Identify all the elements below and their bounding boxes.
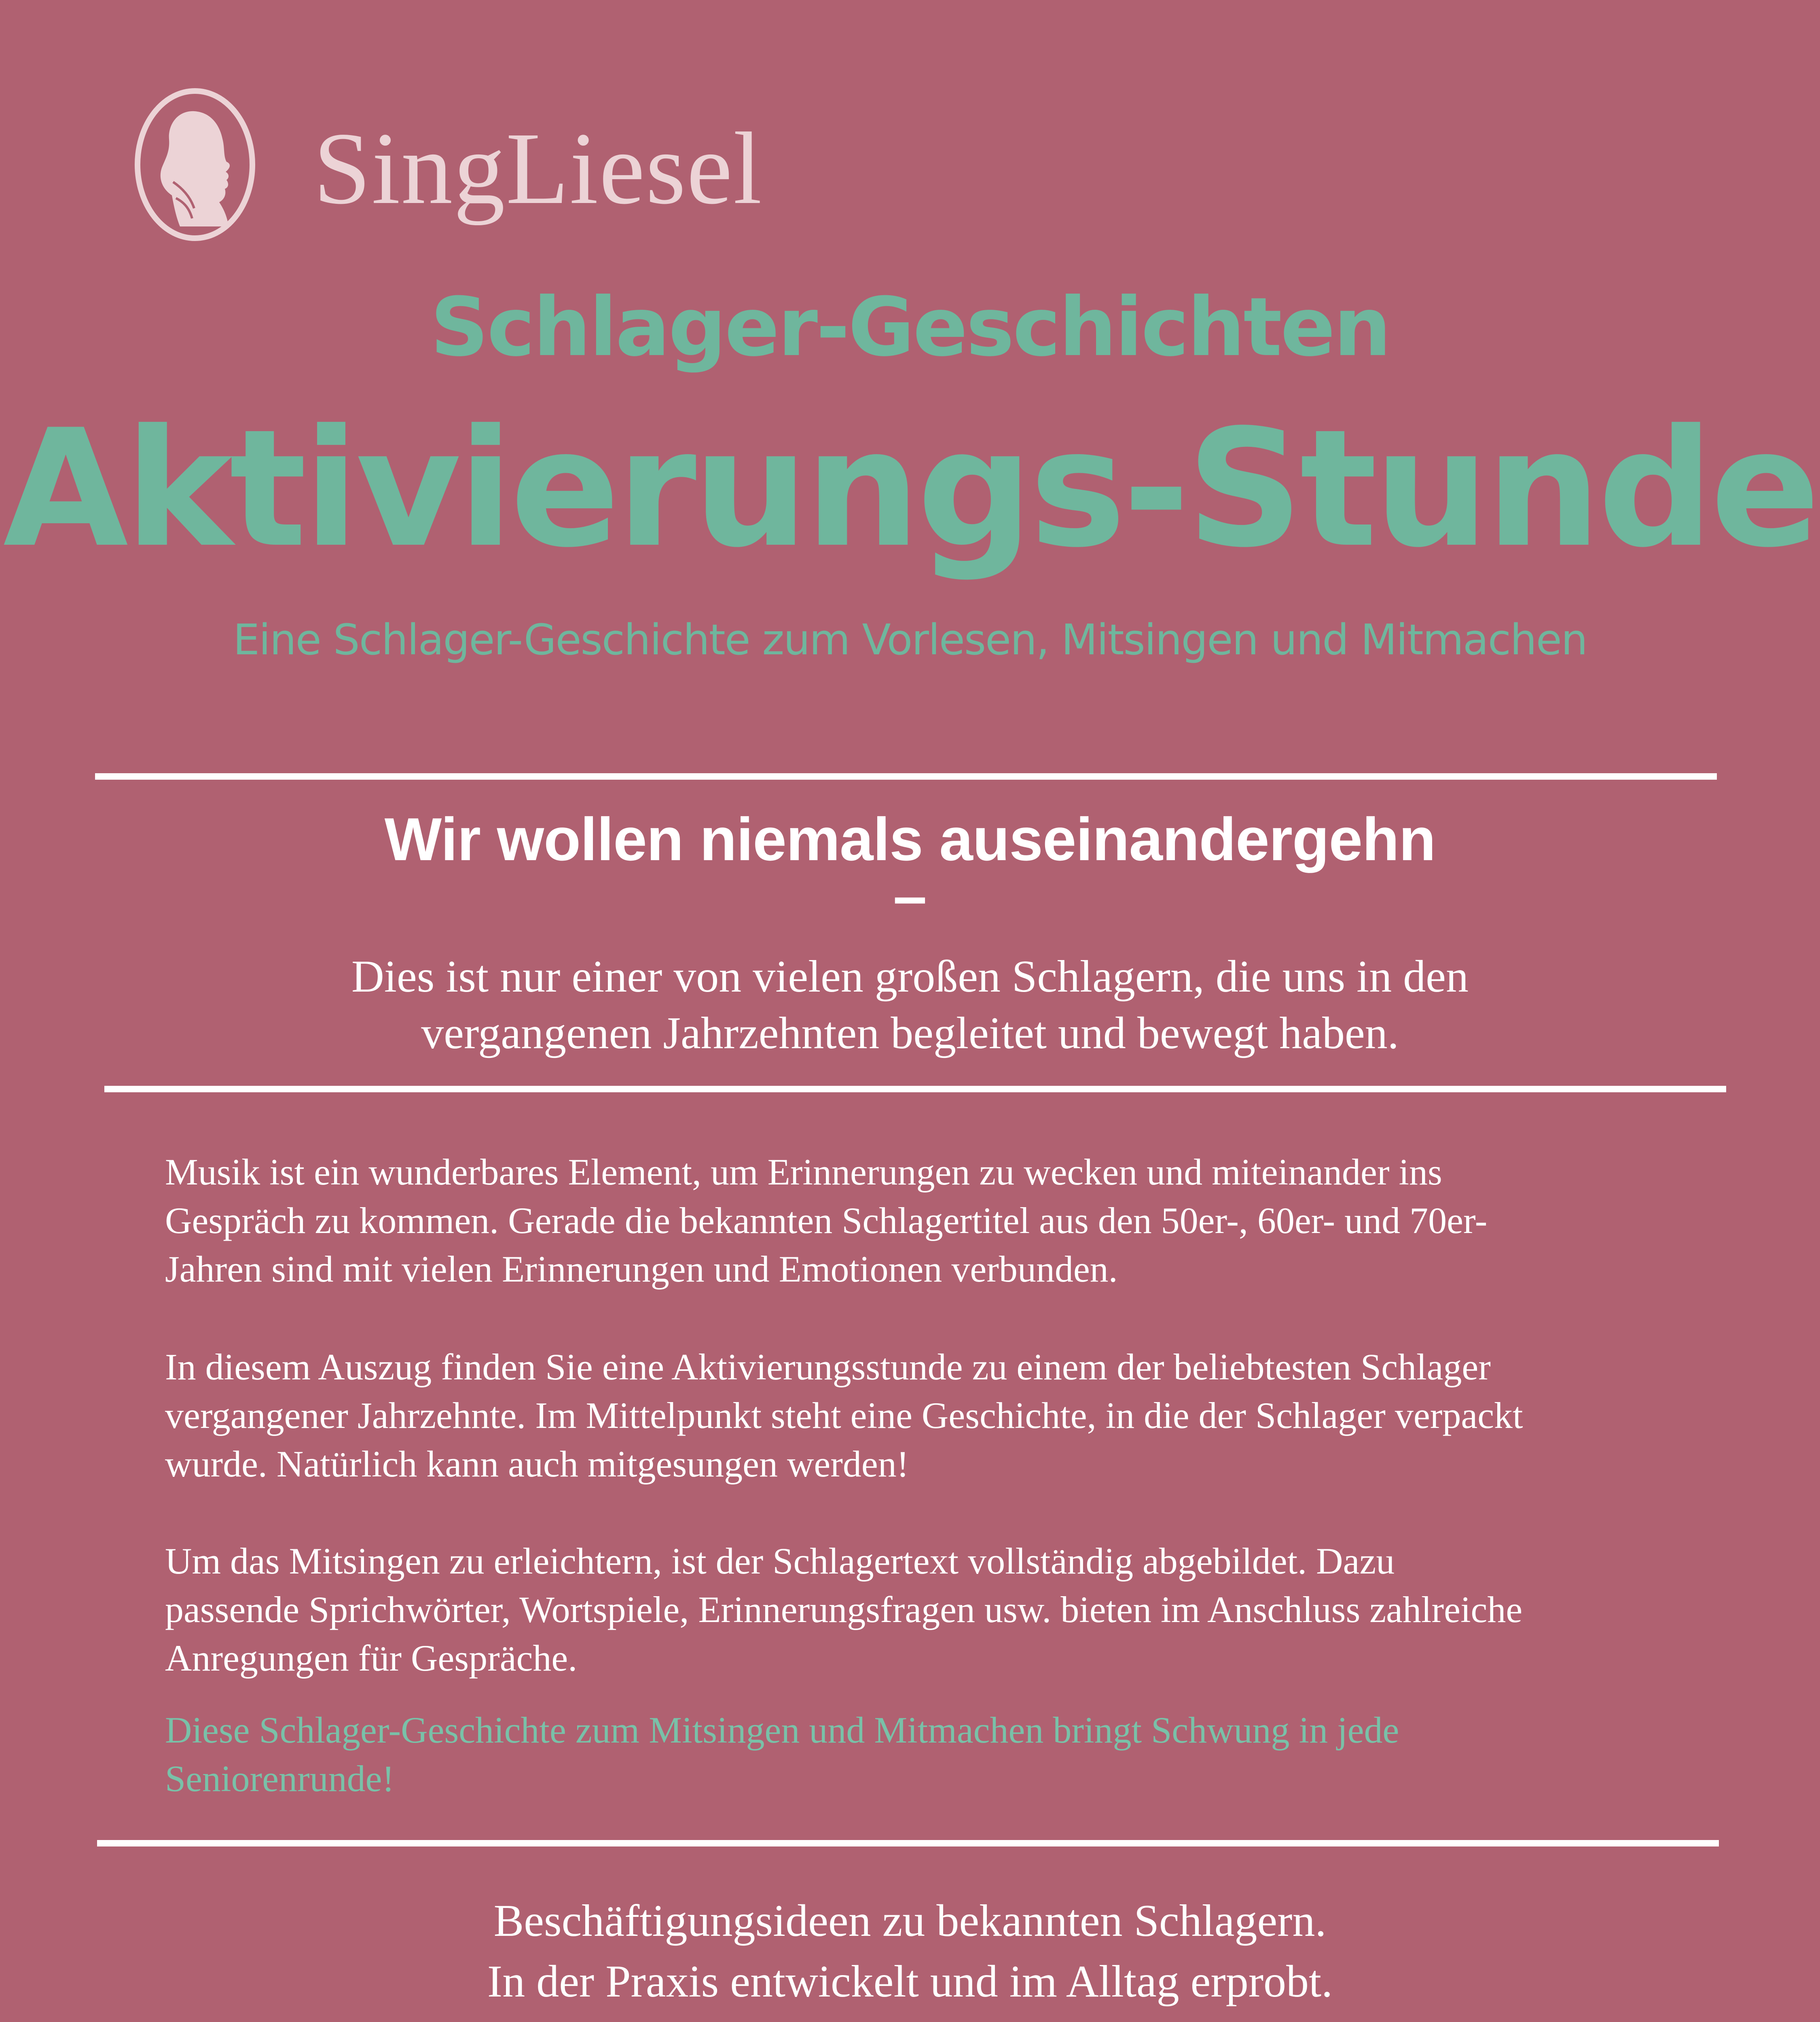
song-description [0,948,1820,1062]
paragraph-line: vergangener Jahrzehnte. Im Mittelpunkt steht eine Geschichte, in die der Schlager verpackt [165,1395,1523,1436]
woman-silhouette-icon [133,87,257,243]
page-title: Aktivierungs-Stunde [3,395,1817,583]
paragraph-line: Seniorenrunde! [165,1758,395,1799]
tagline [0,1891,1820,2012]
divider [95,773,1717,780]
song-description-line: Dies ist nur einer von vielen großen Schlagern, die uns in den [351,952,1469,1002]
page-subtitle: Eine Schlager-Geschichte zum Vorlesen, Mitsingen und Mitmachen [233,615,1587,664]
tagline-line: Beschäftigungsideen zu bekannten Schlagern. [493,1896,1327,1946]
paragraph-line: Anregungen für Gespräche. [165,1637,578,1679]
paragraph-line: passende Sprichwörter, Wortspiele, Erinnerungsfragen usw. bieten im Anschluss zahlreiche [165,1589,1523,1630]
paragraph-line: Gespräch zu kommen. Gerade die bekannten Schlagertitel aus den 50er-, 60er- und 70er- [165,1200,1488,1241]
singalong-paragraph [165,1537,1686,1682]
paragraph-line: Musik ist ein wunderbares Element, um Erinnerungen zu wecken und miteinander ins [165,1151,1442,1193]
song-description-line: vergangenen Jahrzehnten begleitet und bewegt haben. [421,1008,1399,1058]
intro-paragraph [165,1148,1686,1293]
tagline-line: In der Praxis entwickelt und im Alltag erprobt. [487,1956,1333,2007]
paragraph-line: Diese Schlager-Geschichte zum Mitsingen und Mitmachen bringt Schwung in jede [165,1709,1399,1751]
song-title: Wir wollen niemals auseinandergehn [384,805,1436,873]
divider [104,1086,1726,1092]
content-paragraph [165,1343,1686,1488]
divider [97,1840,1719,1846]
brand-logo-text: SingLiesel [313,112,763,226]
paragraph-line: In diesem Auszug finden Sie eine Aktivierungsstunde zu einem der beliebtesten Schlager [165,1346,1491,1387]
paragraph-line: Jahren sind mit vielen Erinnerungen und Emotionen verbunden. [165,1248,1118,1290]
paragraph-line: wurde. Natürlich kann auch mitgesungen werden! [165,1443,909,1485]
highlight-paragraph [165,1706,1686,1803]
song-dash: – [893,862,927,930]
series-kicker: Schlager-Geschichten [430,280,1390,374]
paragraph-line: Um das Mitsingen zu erleichtern, ist der Schlagertext vollständig abgebildet. Dazu [165,1540,1395,1582]
